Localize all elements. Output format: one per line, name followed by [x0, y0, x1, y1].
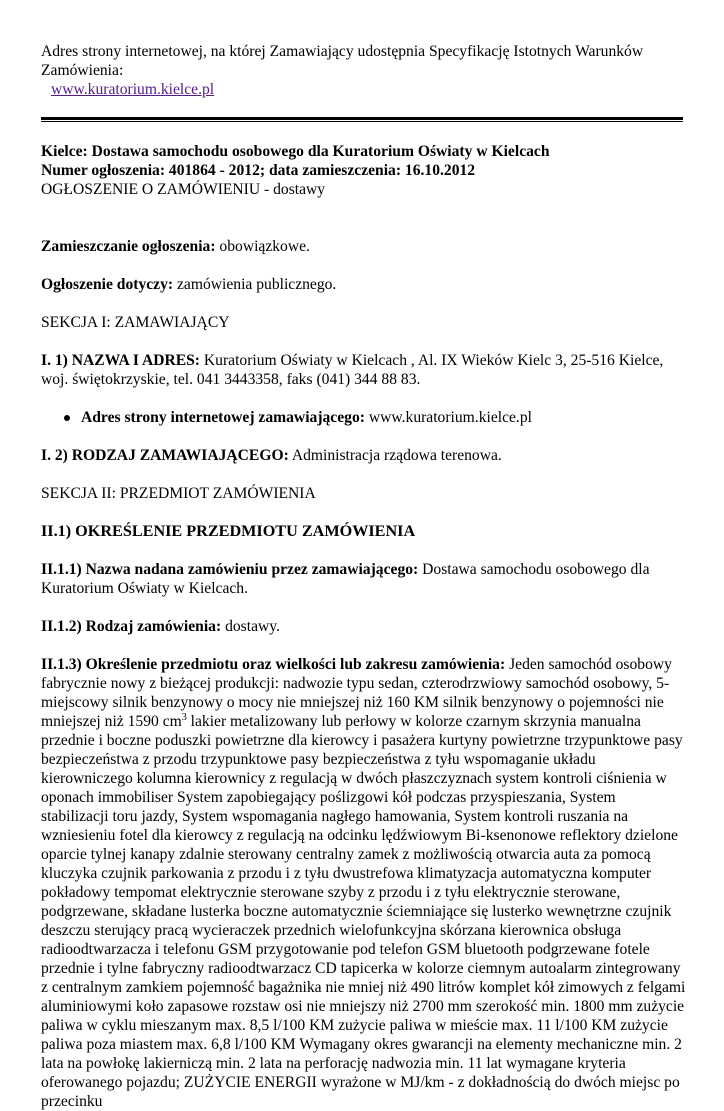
siwz-note	[41, 42, 687, 99]
concerns-line	[41, 275, 687, 294]
siwz-note-text: Adres strony internetowej, na której Zamawiający udostępnia Specyfikację Istotnych Warunków Zamówienia:	[41, 43, 644, 79]
section2-scope-value-a: Jeden samochód osobowy fabrycznie nowy z bieżącej produkcji: nadwozie typu sedan, czterodrzwiowy samochód osobowy, 5-miejscowy silnik benzynowy o mocy nie mniejszej niż 160 KM silnik benzynowy o pojemności nie mniejszej niż 1590 cm	[41, 656, 672, 730]
section2-name-label: II.1.1) Nazwa nadana zamówieniu przez zamawiającego:	[41, 561, 419, 578]
section2-name-value: Dostawa samochodu osobowego dla Kuratorium Oświaty w Kielcach.	[41, 561, 650, 597]
announcement-type: OGŁOSZENIE O ZAMÓWIENIU - dostawy	[41, 181, 326, 198]
posting-line	[41, 237, 687, 256]
section1-kind-label: I. 2) RODZAJ ZAMAWIAJĄCEGO:	[41, 447, 289, 464]
announcement-title: Kielce: Dostawa samochodu osobowego dla Kuratorium Oświaty w Kielcach	[41, 143, 550, 160]
header-divider	[41, 117, 683, 122]
section1-kind	[41, 446, 687, 465]
website-list	[41, 408, 687, 427]
website-list-item	[81, 408, 687, 427]
section2-kind-label: II.1.2) Rodzaj zamówienia:	[41, 618, 222, 635]
section1-name-address	[41, 351, 687, 389]
section1-title: SEKCJA I: ZAMAWIAJĄCY	[41, 314, 230, 331]
section2-name	[41, 560, 687, 598]
section2-scope	[41, 655, 687, 1111]
posting-label: Zamieszczanie ogłoszenia:	[41, 238, 216, 255]
concerns-label: Ogłoszenie dotyczy:	[41, 276, 174, 293]
section2-kind	[41, 617, 687, 636]
concerns-value: zamówienia publicznego.	[173, 276, 337, 293]
announcement-number: Numer ogłoszenia: 401864 - 2012; data zamieszczenia: 16.10.2012	[41, 162, 476, 179]
siwz-link[interactable]: www.kuratorium.kielce.pl	[51, 81, 215, 98]
announcement-header	[41, 142, 687, 199]
section1-name-value: Kuratorium Oświaty w Kielcach , Al. IX Wieków Kielc 3, 25-516 Kielce, woj. świętokrzyskie, tel. 041 3443358, faks (041) 344 88 83.	[41, 352, 664, 388]
section2-title: SEKCJA II: PRZEDMIOT ZAMÓWIENIA	[41, 485, 316, 502]
section2-scope-label: II.1.3) Określenie przedmiotu oraz wielkości lub zakresu zamówienia:	[41, 656, 506, 673]
section2-scope-value-b: lakier metalizowany lub perłowy w kolorze czarnym skrzynia manualna przednie i boczne poduszki powietrzne dla kierowcy i pasażera kurtyny powietrzne trzypunktowe pasy bezpieczeństwa z przodu trzypunktowe pasy bezpieczeństwa z tyłu wspomaganie układu kierowniczego kolumna kierownicy z regulacją w dwóch płaszczyznach system kontroli ciśnienia w oponach immobiliser System zapobiegający poślizgowi kół podczas przyspieszania, System stabilizacji toru jazdy, System wspomagania nagłego hamowania, System kontroli ruszania na wzniesieniu fotel dla kierowcy z regulacją na odcinku lędźwiowym Bi-ksenonowe reflektory dzielone oparcie tylnej kanapy zdalnie sterowany centralny zamek z możliwością otwarcia auta za pomocą kluczyka czujnik parkowania z przodu i z tyłu dwustrefowa klimatyzacja automatyczna komputer pokładowy tempomat elektrycznie sterowane szyby z przodu i z tyłu elektrycznie sterowane, podgrzewane, składane lusterka boczne automatycznie ściemniające się lusterko wewnętrzne czujnik deszczu sterujący pracą wycieraczek przednich wielofunkcyjna skórzana kierownica obsługa radioodtwarzacza i telefonu GSM przygotowanie pod telefon GSM bluetooth podgrzewane fotele przednie i tylne fabryczny radioodtwarzacz CD tapicerka w kolorze ciemnym autoalarm zintegrowany z centralnym zamkiem pojemność bagażnika nie mniej niż 490 litrów komplet kół zimowych z felgami aluminiowymi koło zapasowe rozstaw osi nie mniejszy niż 2700 mm szerokość min. 1800 mm zużycie paliwa w cyklu mieszanym max. 8,5 l/100 KM zużycie paliwa w mieście max. 11 l/100 KM zużycie paliwa poza miastem max. 6,8 l/100 KM Wymagany okres gwarancji na elementy mechaniczne min. 2 lata na powłokę lakierniczą min. 2 lata na perforację nadwozia min. 11 lat wymagane kryteria oferowanego pojazdu; ZUŻYCIE ENERGII wyrażone w MJ/km - z dokładnością do dwóch miejsc po przecinku	[41, 713, 686, 1110]
section2-subtitle: II.1) OKREŚLENIE PRZEDMIOTU ZAMÓWIENIA	[41, 522, 416, 540]
section1-kind-value: Administracja rządowa terenowa.	[288, 447, 502, 464]
website-value: www.kuratorium.kielce.pl	[364, 409, 532, 426]
posting-value: obowiązkowe.	[215, 238, 310, 255]
cubic-superscript: 3	[181, 711, 187, 723]
section1-name-label: I. 1) NAZWA I ADRES:	[41, 352, 200, 369]
document-page	[41, 42, 687, 1111]
website-label: Adres strony internetowej zamawiającego:	[81, 409, 365, 426]
section2-kind-value: dostawy.	[221, 618, 280, 635]
